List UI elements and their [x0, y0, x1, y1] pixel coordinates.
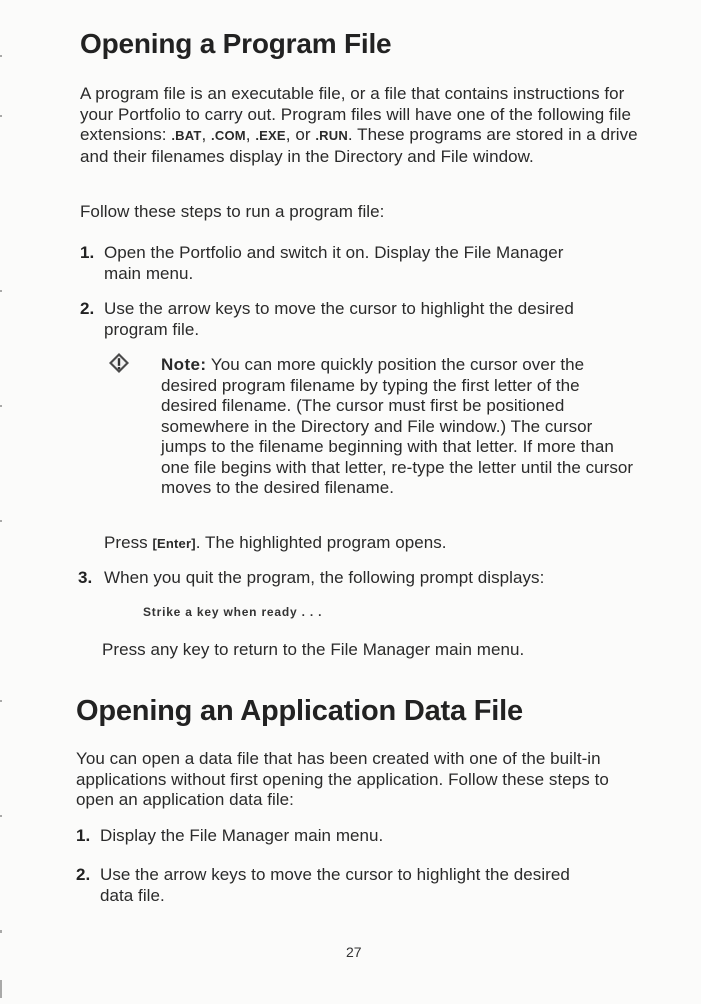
separator-text: ,	[245, 125, 256, 144]
section-title: Opening a Program File	[80, 28, 392, 59]
page-edge-mark	[0, 700, 2, 702]
step-number: 2.	[76, 865, 91, 884]
note-text	[161, 355, 636, 499]
page-edge-mark	[0, 115, 2, 117]
page-edge-mark	[0, 290, 2, 292]
file-extension: .BAT	[171, 128, 202, 143]
page-edge-mark	[0, 55, 2, 57]
prompt-message: Strike a key when ready . . .	[143, 605, 323, 619]
step-number: 2.	[80, 299, 95, 318]
file-extension: .COM	[211, 128, 246, 143]
press-instruction	[104, 533, 604, 555]
separator-text: , or	[285, 125, 316, 144]
separator-text: ,	[201, 125, 212, 144]
note-diamond-icon	[108, 352, 130, 374]
note-body: You can more quickly position the cursor over the desired program filename by typing the first letter of the desired filename. (The cursor must first be positioned somewhere in the Directory and File window.) The cursor jumps to the filename beginning with that letter. If more than one file begins with that letter, re-type the letter until the cursor moves to the desired filename.	[161, 355, 634, 497]
step-text: When you quit the program, the following prompt displays:	[104, 568, 545, 587]
step-text: Open the Portfolio and switch it on. Display the File Manager main menu.	[104, 243, 564, 283]
press-prefix: Press	[104, 533, 153, 552]
page-edge-mark	[0, 520, 2, 522]
page-edge-mark	[0, 930, 2, 933]
note-label: Note:	[161, 355, 207, 374]
page-number: 27	[346, 944, 362, 960]
return-instruction: Press any key to return to the File Manager main menu.	[102, 640, 525, 659]
file-extension: .EXE	[255, 128, 286, 143]
intro-text: A program file is an executable file, or a file that contains instructions for your Portfolio to carry out. Program files will have one of the following file extensions:	[80, 84, 631, 144]
step-text: Use the arrow keys to move the cursor to highlight the desired data file.	[100, 865, 570, 905]
enter-key-label: [Enter]	[152, 536, 196, 551]
intro-paragraph	[80, 84, 640, 167]
step-number: 1.	[80, 243, 95, 262]
step-number: 1.	[76, 826, 91, 845]
steps-lead: Follow these steps to run a program file:	[80, 202, 385, 221]
step-text: Display the File Manager main menu.	[100, 826, 384, 845]
step-text: Use the arrow keys to move the cursor to highlight the desired program file.	[104, 299, 574, 339]
file-extension: .RUN	[315, 128, 348, 143]
section-title: Opening an Application Data File	[76, 695, 523, 727]
intro-text: . These programs are stored in a drive and their filenames display in the Directory and File window.	[80, 125, 638, 166]
intro-paragraph: You can open a data file that has been created with one of the built-in applications without first opening the application. Follow these steps to open an application data file:	[76, 749, 609, 809]
page-edge-mark	[0, 405, 2, 407]
page-edge-mark	[0, 815, 2, 817]
step-number: 3.	[78, 568, 93, 587]
press-suffix: . The highlighted program opens.	[195, 533, 447, 552]
page-edge-mark	[0, 980, 2, 998]
